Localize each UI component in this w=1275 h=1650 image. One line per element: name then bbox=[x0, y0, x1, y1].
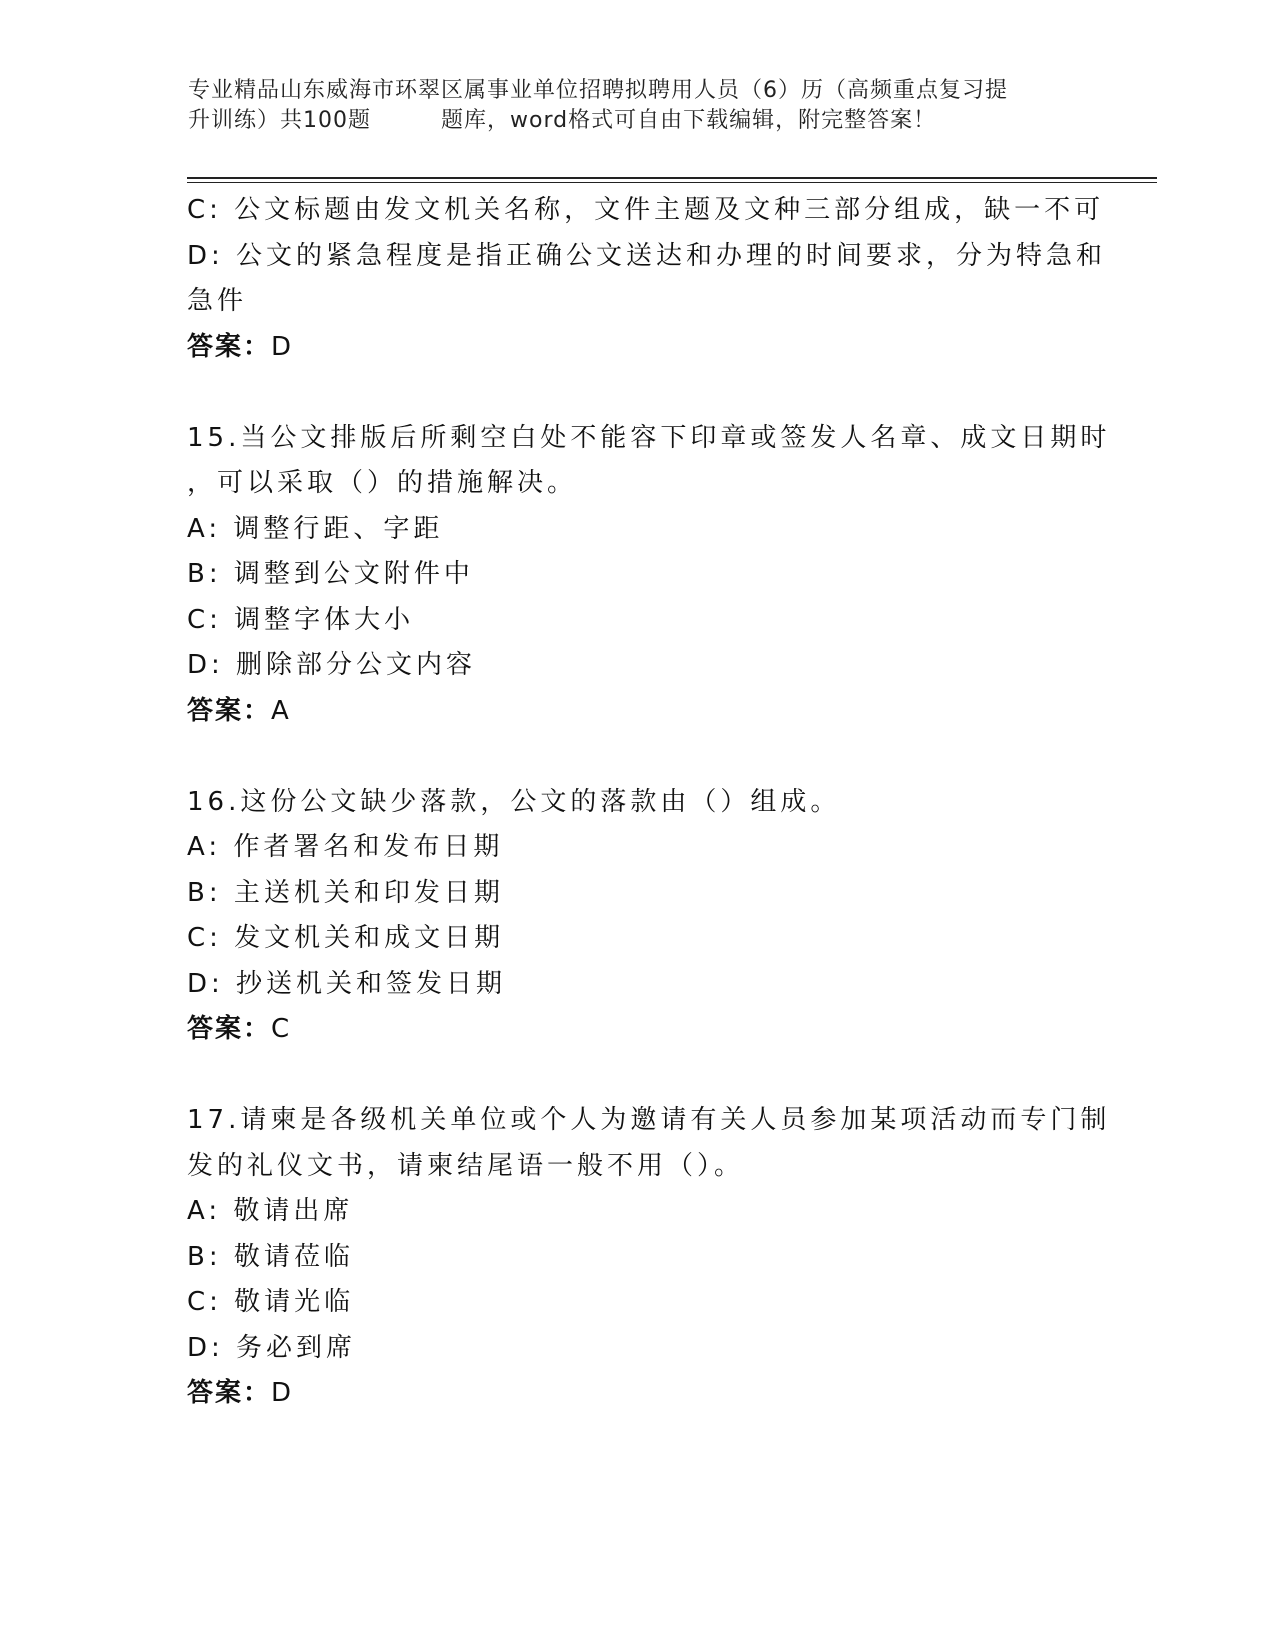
option-c: C: 调整字体大小 bbox=[187, 604, 415, 635]
answer-label: 答案： bbox=[187, 1378, 272, 1408]
option-a: A: 调整行距、字距 bbox=[187, 513, 444, 544]
answer-line bbox=[187, 1371, 1067, 1417]
question-stem-line-1: 16.这份公文缺少落款，公文的落款由（）组成。 bbox=[187, 786, 841, 817]
header-divider-thin bbox=[187, 182, 1157, 183]
answer-label: 答案： bbox=[187, 695, 272, 726]
option-c: C: 公文标题由发文机关名称，文件主题及文种三部分组成，缺一不可 bbox=[187, 195, 1105, 225]
header-title-line-2-part-b: 题库，word格式可自由下载编辑，附完整答案！ bbox=[441, 108, 937, 133]
option-d-line-1: D: 公文的紧急程度是指正确公文送达和办理的时间要求，分为特急和 bbox=[187, 240, 1107, 271]
answer-label: 答案： bbox=[187, 331, 272, 362]
option-b: B: 调整到公文附件中 bbox=[187, 559, 474, 589]
answer-label: 答案： bbox=[187, 1014, 272, 1044]
page-header bbox=[188, 76, 1068, 136]
option-a: A: 作者署名和发布日期 bbox=[187, 832, 504, 862]
option-d: D: 删除部分公文内容 bbox=[187, 650, 477, 680]
question-stem-line-1: 15.当公文排版后所剩空白处不能容下印章或签发人名章、成文日期时 bbox=[187, 422, 1111, 453]
question-content bbox=[187, 188, 1111, 1417]
header-title-line-2 bbox=[188, 106, 1068, 136]
question-stem-line-2: 发的礼仪文书，请柬结尾语一般不用（）。 bbox=[187, 1150, 745, 1181]
header-title-line-2-part-a: 升训练）共100题 bbox=[188, 108, 371, 133]
option-d: D: 务必到席 bbox=[187, 1332, 357, 1363]
header-divider-thick bbox=[187, 177, 1157, 179]
answer-line bbox=[187, 1007, 1067, 1053]
question-stem-line-2: ，可以采取（）的措施解决。 bbox=[187, 468, 578, 498]
question-16 bbox=[187, 780, 1067, 1053]
answer-line bbox=[187, 325, 1067, 371]
option-c: C: 发文机关和成文日期 bbox=[187, 923, 505, 953]
question-stem-line-1: 17.请柬是各级机关单位或个人为邀请有关人员参加某项活动而专门制 bbox=[187, 1105, 1111, 1135]
header-title-line-1: 专业精品山东威海市环翠区属事业单位招聘拟聘用人员（6）历（高频重点复习提 bbox=[188, 78, 1008, 103]
option-d-line-2: 急件 bbox=[187, 286, 248, 316]
option-c: C: 敬请光临 bbox=[187, 1287, 355, 1317]
answer-line bbox=[187, 689, 1067, 735]
answer-value: D bbox=[271, 1378, 294, 1408]
option-b: B: 敬请莅临 bbox=[187, 1241, 354, 1272]
option-a: A: 敬请出席 bbox=[187, 1196, 354, 1226]
answer-value: A bbox=[271, 695, 291, 726]
option-b: B: 主送机关和印发日期 bbox=[187, 877, 504, 908]
option-d: D: 抄送机关和签发日期 bbox=[187, 968, 507, 999]
question-17 bbox=[187, 1098, 1111, 1417]
question-15 bbox=[187, 416, 1111, 735]
answer-value: D bbox=[271, 331, 294, 362]
answer-value: C bbox=[271, 1014, 292, 1044]
